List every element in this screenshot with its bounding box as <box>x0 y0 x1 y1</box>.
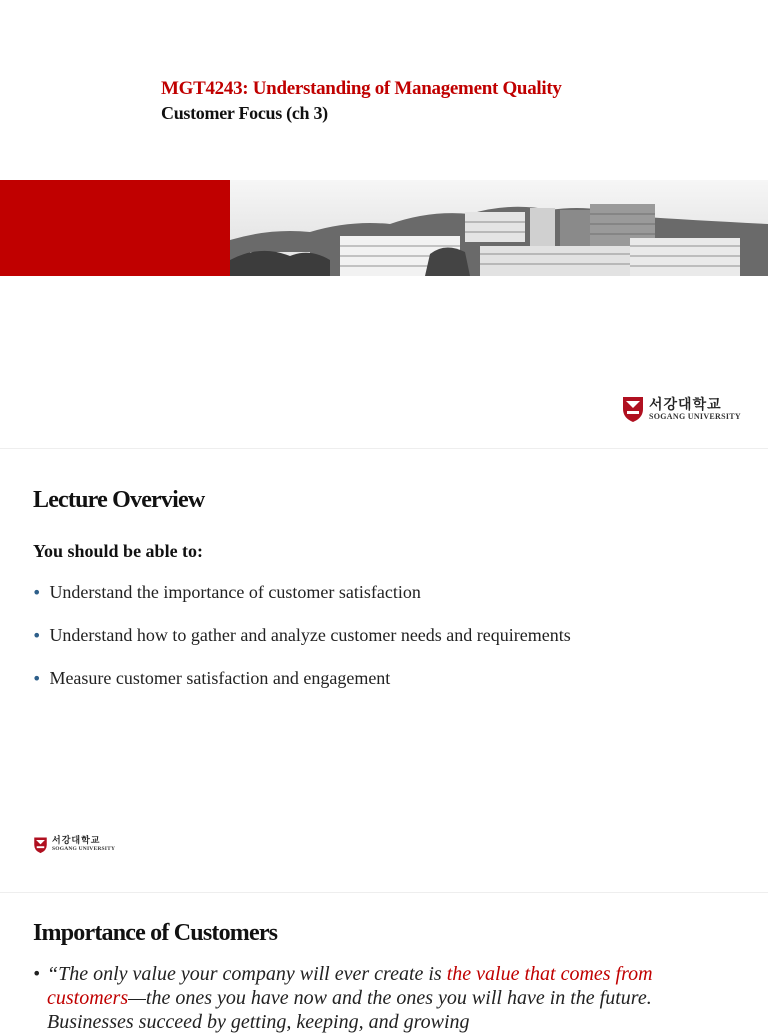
logo-english-text: SOGANG UNIVERSITY <box>649 411 742 421</box>
university-crest-icon <box>33 836 48 854</box>
bullet-icon: • <box>32 669 42 688</box>
bullet-icon: • <box>32 583 42 602</box>
university-logo <box>621 395 741 423</box>
lead-text: You should be able to: <box>33 541 204 561</box>
course-subtitle: Customer Focus (ch 3) <box>161 103 328 123</box>
campus-photo <box>230 180 768 276</box>
quote-text <box>32 962 732 1034</box>
logo-korean-text: 서강대학교 <box>52 836 101 847</box>
list-item-text: Measure customer satisfaction and engagement <box>49 668 391 688</box>
page-divider <box>0 448 768 449</box>
list-item-text: Understand the importance of customer satisfaction <box>49 582 421 602</box>
list-item <box>32 668 752 711</box>
bullet-icon: • <box>32 964 42 983</box>
slide-heading: Importance of Customers <box>33 920 278 946</box>
quote-part-1: “The only value your company will ever create is <box>47 963 447 985</box>
course-title: MGT4243: Understanding of Management Quality <box>161 78 562 99</box>
list-item <box>32 582 752 625</box>
page-divider <box>0 892 768 893</box>
logo-korean-text: 서강대학교 <box>649 396 722 413</box>
list-item-text: Understand how to gather and analyze customer needs and requirements <box>49 625 571 645</box>
quote-highlight: the value that comes from customers <box>47 963 653 1009</box>
list-item <box>32 625 752 668</box>
objectives-list <box>32 582 752 711</box>
red-banner <box>0 180 230 276</box>
slide-heading: Lecture Overview <box>33 487 205 513</box>
quote-block <box>32 962 732 1034</box>
bullet-icon: • <box>32 626 42 645</box>
university-logo-small <box>33 836 115 854</box>
logo-english-text: SOGANG UNIVERSITY <box>52 846 116 853</box>
university-crest-icon <box>621 395 645 423</box>
quote-part-2: —the ones you have now and the ones you will have in the future. Businesses succeed by getting, keeping, and growing <box>47 987 652 1033</box>
